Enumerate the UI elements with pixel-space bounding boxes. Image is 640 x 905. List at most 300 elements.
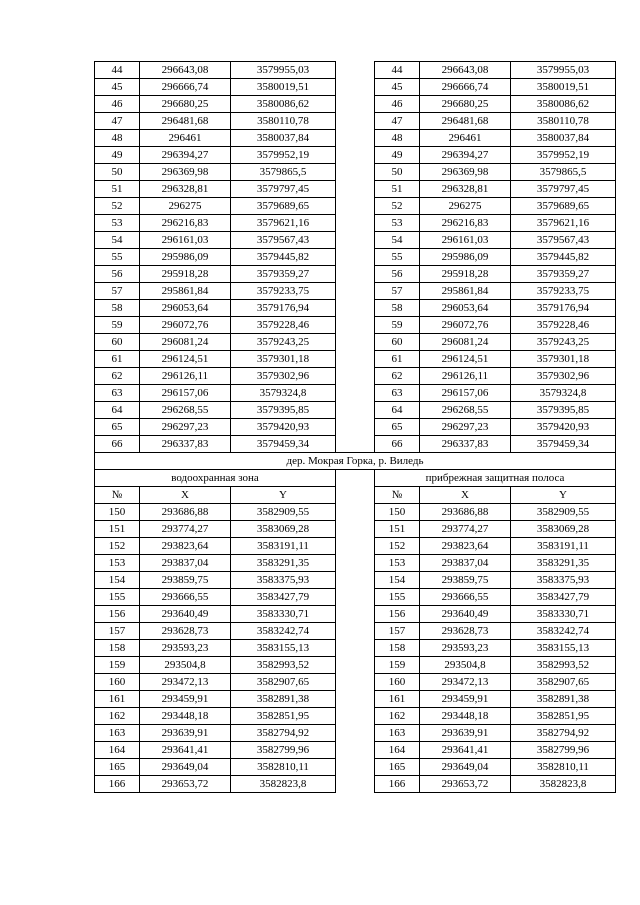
x-coordinate: 296081,24 xyxy=(140,334,231,351)
gap-cell xyxy=(336,79,375,96)
col-header-y: Y xyxy=(231,487,336,504)
x-coordinate: 293653,72 xyxy=(140,776,231,793)
y-coordinate: 3583330,71 xyxy=(231,606,336,623)
y-coordinate: 3579865,5 xyxy=(511,164,616,181)
x-coordinate: 293666,55 xyxy=(140,589,231,606)
x-coordinate: 296369,98 xyxy=(420,164,511,181)
x-coordinate: 295861,84 xyxy=(140,283,231,300)
table-row xyxy=(95,436,616,453)
x-coordinate: 296268,55 xyxy=(420,402,511,419)
table-row xyxy=(95,79,616,96)
x-coordinate: 296369,98 xyxy=(140,164,231,181)
point-number: 160 xyxy=(95,674,140,691)
x-coordinate: 296161,03 xyxy=(140,232,231,249)
point-number: 62 xyxy=(375,368,420,385)
y-coordinate: 3582907,65 xyxy=(511,674,616,691)
point-number: 52 xyxy=(95,198,140,215)
point-number: 155 xyxy=(375,589,420,606)
gap-cell xyxy=(336,300,375,317)
gap-cell xyxy=(336,62,375,79)
x-coordinate: 296328,81 xyxy=(420,181,511,198)
gap-cell xyxy=(336,691,375,708)
y-coordinate: 3579621,16 xyxy=(511,215,616,232)
x-coordinate: 296297,23 xyxy=(420,419,511,436)
point-number: 66 xyxy=(95,436,140,453)
gap-cell xyxy=(336,674,375,691)
point-number: 155 xyxy=(95,589,140,606)
point-number: 153 xyxy=(95,555,140,572)
point-number: 57 xyxy=(95,283,140,300)
x-coordinate: 296297,23 xyxy=(140,419,231,436)
y-coordinate: 3582794,92 xyxy=(231,725,336,742)
gap-cell xyxy=(336,198,375,215)
point-number: 64 xyxy=(95,402,140,419)
point-number: 152 xyxy=(375,538,420,555)
table-row xyxy=(95,674,616,691)
y-coordinate: 3579359,27 xyxy=(511,266,616,283)
gap-cell xyxy=(336,487,375,504)
x-coordinate: 296666,74 xyxy=(420,79,511,96)
point-number: 58 xyxy=(95,300,140,317)
table-row xyxy=(95,96,616,113)
x-coordinate: 293504,8 xyxy=(140,657,231,674)
y-coordinate: 3580019,51 xyxy=(511,79,616,96)
x-coordinate: 293472,13 xyxy=(420,674,511,691)
point-number: 160 xyxy=(375,674,420,691)
y-coordinate: 3580110,78 xyxy=(231,113,336,130)
x-coordinate: 293628,73 xyxy=(140,623,231,640)
section-header xyxy=(95,453,616,504)
point-number: 45 xyxy=(95,79,140,96)
point-number: 53 xyxy=(95,215,140,232)
y-coordinate: 3579302,96 xyxy=(511,368,616,385)
gap-cell xyxy=(336,351,375,368)
y-coordinate: 3582823,8 xyxy=(231,776,336,793)
gap-cell xyxy=(336,232,375,249)
y-coordinate: 3579952,19 xyxy=(511,147,616,164)
y-coordinate: 3579952,19 xyxy=(231,147,336,164)
point-number: 163 xyxy=(375,725,420,742)
y-coordinate: 3580086,62 xyxy=(511,96,616,113)
x-coordinate: 296157,06 xyxy=(140,385,231,402)
table-row xyxy=(95,402,616,419)
point-number: 158 xyxy=(375,640,420,657)
table-row xyxy=(95,606,616,623)
point-number: 54 xyxy=(95,232,140,249)
gap-cell xyxy=(336,368,375,385)
x-coordinate: 295986,09 xyxy=(420,249,511,266)
table-row xyxy=(95,368,616,385)
y-coordinate: 3579359,27 xyxy=(231,266,336,283)
x-coordinate: 293859,75 xyxy=(140,572,231,589)
y-coordinate: 3579233,75 xyxy=(231,283,336,300)
point-number: 54 xyxy=(375,232,420,249)
y-coordinate: 3582909,55 xyxy=(511,504,616,521)
point-number: 166 xyxy=(375,776,420,793)
point-number: 162 xyxy=(375,708,420,725)
x-coordinate: 293823,64 xyxy=(140,538,231,555)
point-number: 45 xyxy=(375,79,420,96)
point-number: 60 xyxy=(375,334,420,351)
point-number: 55 xyxy=(95,249,140,266)
y-coordinate: 3582851,95 xyxy=(231,708,336,725)
y-coordinate: 3583155,13 xyxy=(231,640,336,657)
gap-cell xyxy=(336,419,375,436)
gap-cell xyxy=(336,436,375,453)
gap-cell xyxy=(336,334,375,351)
y-coordinate: 3579395,85 xyxy=(511,402,616,419)
x-coordinate: 296053,64 xyxy=(140,300,231,317)
point-number: 50 xyxy=(95,164,140,181)
point-number: 44 xyxy=(95,62,140,79)
gap-cell xyxy=(336,725,375,742)
gap-cell xyxy=(336,742,375,759)
table-row xyxy=(95,334,616,351)
table-row xyxy=(95,130,616,147)
gap-cell xyxy=(336,96,375,113)
y-coordinate: 3579445,82 xyxy=(231,249,336,266)
x-coordinate: 296216,83 xyxy=(140,215,231,232)
y-coordinate: 3582891,38 xyxy=(511,691,616,708)
y-coordinate: 3580037,84 xyxy=(231,130,336,147)
x-coordinate: 293593,23 xyxy=(140,640,231,657)
x-coordinate: 296072,76 xyxy=(420,317,511,334)
y-coordinate: 3582799,96 xyxy=(511,742,616,759)
y-coordinate: 3579459,34 xyxy=(511,436,616,453)
point-number: 153 xyxy=(375,555,420,572)
point-number: 44 xyxy=(375,62,420,79)
y-coordinate: 3579324,8 xyxy=(511,385,616,402)
table-row xyxy=(95,198,616,215)
section-title: дер. Мокрая Горка, р. Виледь xyxy=(95,453,616,470)
x-coordinate: 293686,88 xyxy=(420,504,511,521)
table-row xyxy=(95,164,616,181)
gap-cell xyxy=(336,266,375,283)
y-coordinate: 3583242,74 xyxy=(511,623,616,640)
x-coordinate: 296643,08 xyxy=(140,62,231,79)
x-coordinate: 293639,91 xyxy=(420,725,511,742)
point-number: 53 xyxy=(375,215,420,232)
table-row xyxy=(95,742,616,759)
point-number: 61 xyxy=(375,351,420,368)
x-coordinate: 296394,27 xyxy=(140,147,231,164)
y-coordinate: 3579420,93 xyxy=(511,419,616,436)
y-coordinate: 3582799,96 xyxy=(231,742,336,759)
gap-cell xyxy=(336,470,375,487)
x-coordinate: 296161,03 xyxy=(420,232,511,249)
gap-cell xyxy=(336,589,375,606)
point-number: 164 xyxy=(95,742,140,759)
point-number: 150 xyxy=(95,504,140,521)
y-coordinate: 3582823,8 xyxy=(511,776,616,793)
point-number: 65 xyxy=(95,419,140,436)
gap-cell xyxy=(336,657,375,674)
gap-cell xyxy=(336,521,375,538)
point-number: 154 xyxy=(95,572,140,589)
x-coordinate: 295986,09 xyxy=(140,249,231,266)
gap-cell xyxy=(336,147,375,164)
y-coordinate: 3579955,03 xyxy=(231,62,336,79)
x-coordinate: 293774,27 xyxy=(420,521,511,538)
y-coordinate: 3579955,03 xyxy=(511,62,616,79)
y-coordinate: 3580019,51 xyxy=(231,79,336,96)
bottom-rows xyxy=(95,504,616,793)
y-coordinate: 3583375,93 xyxy=(231,572,336,589)
gap-cell xyxy=(336,113,375,130)
x-coordinate: 293593,23 xyxy=(420,640,511,657)
y-coordinate: 3582993,52 xyxy=(511,657,616,674)
x-coordinate: 296337,83 xyxy=(140,436,231,453)
point-number: 64 xyxy=(375,402,420,419)
table-row xyxy=(95,300,616,317)
right-zone-label: прибрежная защитная полоса xyxy=(375,470,616,487)
y-coordinate: 3579459,34 xyxy=(231,436,336,453)
point-number: 60 xyxy=(95,334,140,351)
point-number: 55 xyxy=(375,249,420,266)
gap-cell xyxy=(336,249,375,266)
gap-cell xyxy=(336,538,375,555)
y-coordinate: 3583291,35 xyxy=(231,555,336,572)
y-coordinate: 3583155,13 xyxy=(511,640,616,657)
point-number: 159 xyxy=(95,657,140,674)
x-coordinate: 296275 xyxy=(420,198,511,215)
point-number: 52 xyxy=(375,198,420,215)
point-number: 166 xyxy=(95,776,140,793)
x-coordinate: 293628,73 xyxy=(420,623,511,640)
x-coordinate: 296124,51 xyxy=(420,351,511,368)
table-row xyxy=(95,708,616,725)
x-coordinate: 293837,04 xyxy=(140,555,231,572)
y-coordinate: 3579567,43 xyxy=(231,232,336,249)
point-number: 63 xyxy=(95,385,140,402)
point-number: 152 xyxy=(95,538,140,555)
table-row xyxy=(95,317,616,334)
x-coordinate: 296481,68 xyxy=(420,113,511,130)
x-coordinate: 296126,11 xyxy=(140,368,231,385)
table-row xyxy=(95,232,616,249)
table-row xyxy=(95,725,616,742)
point-number: 156 xyxy=(95,606,140,623)
table-row xyxy=(95,113,616,130)
col-header-number: № xyxy=(375,487,420,504)
x-coordinate: 296666,74 xyxy=(140,79,231,96)
table-row xyxy=(95,538,616,555)
y-coordinate: 3583069,28 xyxy=(511,521,616,538)
point-number: 66 xyxy=(375,436,420,453)
x-coordinate: 293837,04 xyxy=(420,555,511,572)
y-coordinate: 3580086,62 xyxy=(231,96,336,113)
y-coordinate: 3580110,78 xyxy=(511,113,616,130)
point-number: 150 xyxy=(375,504,420,521)
gap-cell xyxy=(336,759,375,776)
table-row xyxy=(95,62,616,79)
x-coordinate: 296461 xyxy=(140,130,231,147)
gap-cell xyxy=(336,402,375,419)
gap-cell xyxy=(336,555,375,572)
point-number: 164 xyxy=(375,742,420,759)
table-row xyxy=(95,181,616,198)
y-coordinate: 3579228,46 xyxy=(511,317,616,334)
x-coordinate: 293859,75 xyxy=(420,572,511,589)
point-number: 46 xyxy=(375,96,420,113)
point-number: 62 xyxy=(95,368,140,385)
gap-cell xyxy=(336,504,375,521)
y-coordinate: 3583330,71 xyxy=(511,606,616,623)
gap-cell xyxy=(336,215,375,232)
y-coordinate: 3583069,28 xyxy=(231,521,336,538)
x-coordinate: 295918,28 xyxy=(420,266,511,283)
point-number: 56 xyxy=(375,266,420,283)
x-coordinate: 293639,91 xyxy=(140,725,231,742)
y-coordinate: 3582993,52 xyxy=(231,657,336,674)
y-coordinate: 3579324,8 xyxy=(231,385,336,402)
x-coordinate: 296461 xyxy=(420,130,511,147)
x-coordinate: 293823,64 xyxy=(420,538,511,555)
y-coordinate: 3583191,11 xyxy=(511,538,616,555)
table-row xyxy=(95,521,616,538)
x-coordinate: 293653,72 xyxy=(420,776,511,793)
y-coordinate: 3579176,94 xyxy=(231,300,336,317)
x-coordinate: 296268,55 xyxy=(140,402,231,419)
gap-cell xyxy=(336,283,375,300)
y-coordinate: 3582810,11 xyxy=(511,759,616,776)
top-rows xyxy=(95,62,616,453)
y-coordinate: 3579243,25 xyxy=(231,334,336,351)
gap-cell xyxy=(336,708,375,725)
point-number: 51 xyxy=(95,181,140,198)
point-number: 59 xyxy=(375,317,420,334)
x-coordinate: 296394,27 xyxy=(420,147,511,164)
point-number: 58 xyxy=(375,300,420,317)
x-coordinate: 296328,81 xyxy=(140,181,231,198)
x-coordinate: 296124,51 xyxy=(140,351,231,368)
y-coordinate: 3579302,96 xyxy=(231,368,336,385)
x-coordinate: 296126,11 xyxy=(420,368,511,385)
y-coordinate: 3583191,11 xyxy=(231,538,336,555)
col-header-x: X xyxy=(140,487,231,504)
x-coordinate: 293666,55 xyxy=(420,589,511,606)
x-coordinate: 295918,28 xyxy=(140,266,231,283)
y-coordinate: 3582810,11 xyxy=(231,759,336,776)
table-row xyxy=(95,385,616,402)
x-coordinate: 296275 xyxy=(140,198,231,215)
gap-cell xyxy=(336,181,375,198)
table-row xyxy=(95,266,616,283)
y-coordinate: 3583242,74 xyxy=(231,623,336,640)
point-number: 151 xyxy=(375,521,420,538)
x-coordinate: 296157,06 xyxy=(420,385,511,402)
point-number: 158 xyxy=(95,640,140,657)
y-coordinate: 3579689,65 xyxy=(511,198,616,215)
point-number: 63 xyxy=(375,385,420,402)
col-header-number: № xyxy=(95,487,140,504)
y-coordinate: 3579301,18 xyxy=(511,351,616,368)
point-number: 56 xyxy=(95,266,140,283)
table-row xyxy=(95,589,616,606)
y-coordinate: 3579233,75 xyxy=(511,283,616,300)
coordinates-sheet xyxy=(94,61,595,793)
x-coordinate: 293641,41 xyxy=(420,742,511,759)
point-number: 161 xyxy=(95,691,140,708)
point-number: 162 xyxy=(95,708,140,725)
point-number: 57 xyxy=(375,283,420,300)
coordinates-table xyxy=(94,61,616,793)
point-number: 151 xyxy=(95,521,140,538)
point-number: 46 xyxy=(95,96,140,113)
x-coordinate: 296481,68 xyxy=(140,113,231,130)
y-coordinate: 3582891,38 xyxy=(231,691,336,708)
table-row xyxy=(95,249,616,266)
y-coordinate: 3582909,55 xyxy=(231,504,336,521)
point-number: 165 xyxy=(95,759,140,776)
y-coordinate: 3582907,65 xyxy=(231,674,336,691)
gap-cell xyxy=(336,623,375,640)
table-row xyxy=(95,776,616,793)
x-coordinate: 293459,91 xyxy=(140,691,231,708)
gap-cell xyxy=(336,776,375,793)
x-coordinate: 293640,49 xyxy=(420,606,511,623)
point-number: 154 xyxy=(375,572,420,589)
y-coordinate: 3579301,18 xyxy=(231,351,336,368)
x-coordinate: 293504,8 xyxy=(420,657,511,674)
col-header-y: Y xyxy=(511,487,616,504)
x-coordinate: 296072,76 xyxy=(140,317,231,334)
point-number: 163 xyxy=(95,725,140,742)
point-number: 61 xyxy=(95,351,140,368)
table-row xyxy=(95,572,616,589)
x-coordinate: 293448,18 xyxy=(420,708,511,725)
y-coordinate: 3579567,43 xyxy=(511,232,616,249)
x-coordinate: 293459,91 xyxy=(420,691,511,708)
point-number: 49 xyxy=(375,147,420,164)
x-coordinate: 293448,18 xyxy=(140,708,231,725)
point-number: 47 xyxy=(95,113,140,130)
y-coordinate: 3582851,95 xyxy=(511,708,616,725)
y-coordinate: 3579689,65 xyxy=(231,198,336,215)
table-row xyxy=(95,147,616,164)
y-coordinate: 3583375,93 xyxy=(511,572,616,589)
x-coordinate: 293774,27 xyxy=(140,521,231,538)
y-coordinate: 3579395,85 xyxy=(231,402,336,419)
gap-cell xyxy=(336,130,375,147)
y-coordinate: 3579797,45 xyxy=(511,181,616,198)
gap-cell xyxy=(336,572,375,589)
x-coordinate: 293641,41 xyxy=(140,742,231,759)
x-coordinate: 296643,08 xyxy=(420,62,511,79)
point-number: 48 xyxy=(375,130,420,147)
point-number: 165 xyxy=(375,759,420,776)
y-coordinate: 3579865,5 xyxy=(231,164,336,181)
gap-cell xyxy=(336,317,375,334)
y-coordinate: 3579445,82 xyxy=(511,249,616,266)
x-coordinate: 293472,13 xyxy=(140,674,231,691)
y-coordinate: 3583291,35 xyxy=(511,555,616,572)
x-coordinate: 293640,49 xyxy=(140,606,231,623)
table-row xyxy=(95,215,616,232)
x-coordinate: 296053,64 xyxy=(420,300,511,317)
table-row xyxy=(95,504,616,521)
point-number: 50 xyxy=(375,164,420,181)
col-header-x: X xyxy=(420,487,511,504)
y-coordinate: 3579420,93 xyxy=(231,419,336,436)
table-row xyxy=(95,623,616,640)
table-row xyxy=(95,759,616,776)
y-coordinate: 3579228,46 xyxy=(231,317,336,334)
x-coordinate: 293649,04 xyxy=(420,759,511,776)
y-coordinate: 3580037,84 xyxy=(511,130,616,147)
y-coordinate: 3579176,94 xyxy=(511,300,616,317)
point-number: 51 xyxy=(375,181,420,198)
